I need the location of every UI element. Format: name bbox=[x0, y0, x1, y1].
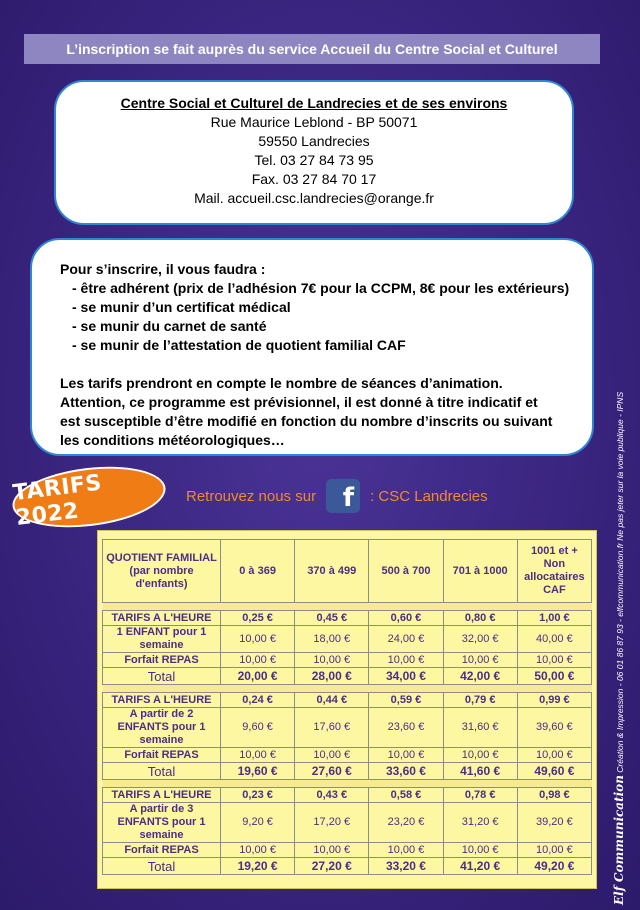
row-label: Forfait REPAS bbox=[103, 653, 221, 668]
table-row bbox=[103, 611, 592, 626]
price-cell: 0,25 € bbox=[221, 611, 295, 626]
price-cell: 17,60 € bbox=[295, 708, 369, 748]
row-label: Forfait REPAS bbox=[103, 843, 221, 858]
price-cell: 10,00 € bbox=[443, 843, 517, 858]
price-cell: 0,59 € bbox=[369, 693, 443, 708]
spacer-cell bbox=[103, 685, 592, 693]
price-cell: 24,00 € bbox=[369, 626, 443, 653]
facebook-line bbox=[186, 478, 488, 514]
price-cell: 0,44 € bbox=[295, 693, 369, 708]
organization-name: Centre Social et Culturel de Landrecies et de ses environs bbox=[120, 95, 508, 111]
price-cell: 0,79 € bbox=[443, 693, 517, 708]
price-cell: 0,45 € bbox=[295, 611, 369, 626]
total-label: Total bbox=[103, 668, 221, 685]
facebook-text-before: Retrouvez nous sur bbox=[186, 487, 317, 505]
notice-line: est susceptible d’être modifié en fonction du nombre d’inscrits ou suivant bbox=[60, 413, 553, 429]
fax: Fax. 03 27 84 70 17 bbox=[251, 171, 377, 187]
total-row bbox=[103, 858, 592, 875]
requirement-item: - se munir d’un certificat médical bbox=[72, 299, 291, 315]
row-label: 1 ENFANT pour 1 semaine bbox=[103, 626, 221, 653]
total-cell: 49,60 € bbox=[517, 763, 591, 780]
column-header: 701 à 1000 bbox=[443, 540, 517, 603]
total-label: Total bbox=[103, 763, 221, 780]
row-label: TARIFS A L'HEURE bbox=[103, 611, 221, 626]
price-cell: 10,00 € bbox=[517, 748, 591, 763]
requirements-intro: Pour s’inscrire, il vous faudra : bbox=[60, 261, 266, 277]
row-label: A partir de 3 ENFANTS pour 1 semaine bbox=[103, 803, 221, 843]
table-row bbox=[103, 788, 592, 803]
requirement-item: - se munir de l’attestation de quotient familial CAF bbox=[72, 337, 406, 353]
table-row bbox=[103, 803, 592, 843]
total-cell: 50,00 € bbox=[517, 668, 591, 685]
tarifs-badge: TARIFS 2022 bbox=[9, 459, 169, 535]
price-cell: 0,43 € bbox=[295, 788, 369, 803]
phone: Tel. 03 27 84 73 95 bbox=[254, 152, 374, 168]
table-spacer bbox=[103, 603, 592, 611]
row-label: A partir de 2 ENFANTS pour 1 semaine bbox=[103, 708, 221, 748]
spacer-cell bbox=[103, 780, 592, 788]
price-cell: 0,60 € bbox=[369, 611, 443, 626]
price-cell: 39,20 € bbox=[517, 803, 591, 843]
row-label: Forfait REPAS bbox=[103, 748, 221, 763]
total-label: Total bbox=[103, 858, 221, 875]
street-address: Rue Maurice Leblond - BP 50071 bbox=[210, 114, 418, 130]
spacer-cell bbox=[103, 603, 592, 611]
price-cell: 0,58 € bbox=[369, 788, 443, 803]
price-cell: 10,00 € bbox=[443, 653, 517, 668]
price-cell: 10,00 € bbox=[221, 748, 295, 763]
column-header: 500 à 700 bbox=[369, 540, 443, 603]
pricing-table bbox=[102, 539, 592, 875]
price-cell: 10,00 € bbox=[369, 748, 443, 763]
price-cell: 40,00 € bbox=[517, 626, 591, 653]
price-cell: 9,20 € bbox=[221, 803, 295, 843]
notice-line: les conditions météorologiques… bbox=[60, 432, 285, 448]
price-cell: 10,00 € bbox=[517, 653, 591, 668]
price-cell: 23,20 € bbox=[369, 803, 443, 843]
total-cell: 33,60 € bbox=[369, 763, 443, 780]
price-cell: 0,98 € bbox=[517, 788, 591, 803]
price-cell: 10,00 € bbox=[221, 843, 295, 858]
price-cell: 0,24 € bbox=[221, 693, 295, 708]
printer-contact: - 06 01 86 87 93 - elfcommunication.fr Ne pas jeter sur la voie publique - IPNS bbox=[615, 391, 625, 687]
table-spacer bbox=[103, 685, 592, 693]
price-cell: 32,00 € bbox=[443, 626, 517, 653]
table-row bbox=[103, 748, 592, 763]
table-row bbox=[103, 653, 592, 668]
price-cell: 10,00 € bbox=[369, 843, 443, 858]
price-cell: 0,23 € bbox=[221, 788, 295, 803]
row-label: TARIFS A L'HEURE bbox=[103, 788, 221, 803]
total-cell: 42,00 € bbox=[443, 668, 517, 685]
total-cell: 41,60 € bbox=[443, 763, 517, 780]
price-cell: 9,60 € bbox=[221, 708, 295, 748]
column-header: 1001 et + Non allocataires CAF bbox=[517, 540, 591, 603]
facebook-icon[interactable]: f bbox=[326, 479, 360, 513]
price-cell: 39,60 € bbox=[517, 708, 591, 748]
price-cell: 1,00 € bbox=[517, 611, 591, 626]
price-cell: 23,60 € bbox=[369, 708, 443, 748]
pricing-table-panel bbox=[97, 530, 597, 889]
registration-banner: L’inscription se fait auprès du service Accueil du Centre Social et Culturel bbox=[24, 34, 600, 64]
price-cell: 0,99 € bbox=[517, 693, 591, 708]
table-row bbox=[103, 693, 592, 708]
table-row bbox=[103, 843, 592, 858]
requirements-box bbox=[30, 238, 594, 456]
price-cell: 0,80 € bbox=[443, 611, 517, 626]
total-cell: 33,20 € bbox=[369, 858, 443, 875]
table-spacer bbox=[103, 780, 592, 788]
price-cell: 18,00 € bbox=[295, 626, 369, 653]
price-cell: 10,00 € bbox=[295, 653, 369, 668]
column-header: 370 à 499 bbox=[295, 540, 369, 603]
price-cell: 10,00 € bbox=[369, 653, 443, 668]
notice-line: Attention, ce programme est prévisionnel, il est donné à titre indicatif et bbox=[60, 394, 538, 410]
printer-brand: Elf Communication bbox=[612, 775, 626, 905]
price-cell: 31,20 € bbox=[443, 803, 517, 843]
total-cell: 27,60 € bbox=[295, 763, 369, 780]
table-row bbox=[103, 626, 592, 653]
total-cell: 27,20 € bbox=[295, 858, 369, 875]
price-cell: 10,00 € bbox=[295, 843, 369, 858]
facebook-page-name[interactable]: : CSC Landrecies bbox=[370, 487, 488, 505]
address-box bbox=[54, 80, 574, 225]
printer-subtitle: Création & Impression bbox=[615, 688, 625, 773]
total-cell: 28,00 € bbox=[295, 668, 369, 685]
price-cell: 10,00 € bbox=[221, 653, 295, 668]
total-row bbox=[103, 763, 592, 780]
notice-line: Les tarifs prendront en compte le nombre de séances d’animation. bbox=[60, 375, 503, 391]
total-cell: 19,60 € bbox=[221, 763, 295, 780]
total-cell: 34,00 € bbox=[369, 668, 443, 685]
price-cell: 17,20 € bbox=[295, 803, 369, 843]
email: Mail. accueil.csc.landrecies@orange.fr bbox=[194, 190, 434, 206]
price-cell: 0,78 € bbox=[443, 788, 517, 803]
requirements-list bbox=[60, 279, 582, 355]
column-header: 0 à 369 bbox=[221, 540, 295, 603]
total-row bbox=[103, 668, 592, 685]
price-cell: 10,00 € bbox=[443, 748, 517, 763]
city: 59550 Landrecies bbox=[258, 133, 370, 149]
table-row bbox=[103, 708, 592, 748]
total-cell: 41,20 € bbox=[443, 858, 517, 875]
requirement-item: - être adhérent (prix de l’adhésion 7€ pour la CCPM, 8€ pour les extérieurs) bbox=[72, 280, 570, 296]
total-cell: 49,20 € bbox=[517, 858, 591, 875]
requirement-item: - se munir du carnet de santé bbox=[72, 318, 267, 334]
quotient-header: QUOTIENT FAMILIAL (par nombre d'enfants) bbox=[103, 540, 221, 603]
price-cell: 31,60 € bbox=[443, 708, 517, 748]
total-cell: 20,00 € bbox=[221, 668, 295, 685]
total-cell: 19,20 € bbox=[221, 858, 295, 875]
price-cell: 10,00 € bbox=[517, 843, 591, 858]
price-cell: 10,00 € bbox=[221, 626, 295, 653]
price-cell: 10,00 € bbox=[295, 748, 369, 763]
row-label: TARIFS A L'HEURE bbox=[103, 693, 221, 708]
table-header-row bbox=[103, 540, 592, 603]
printer-credit bbox=[612, 392, 626, 905]
